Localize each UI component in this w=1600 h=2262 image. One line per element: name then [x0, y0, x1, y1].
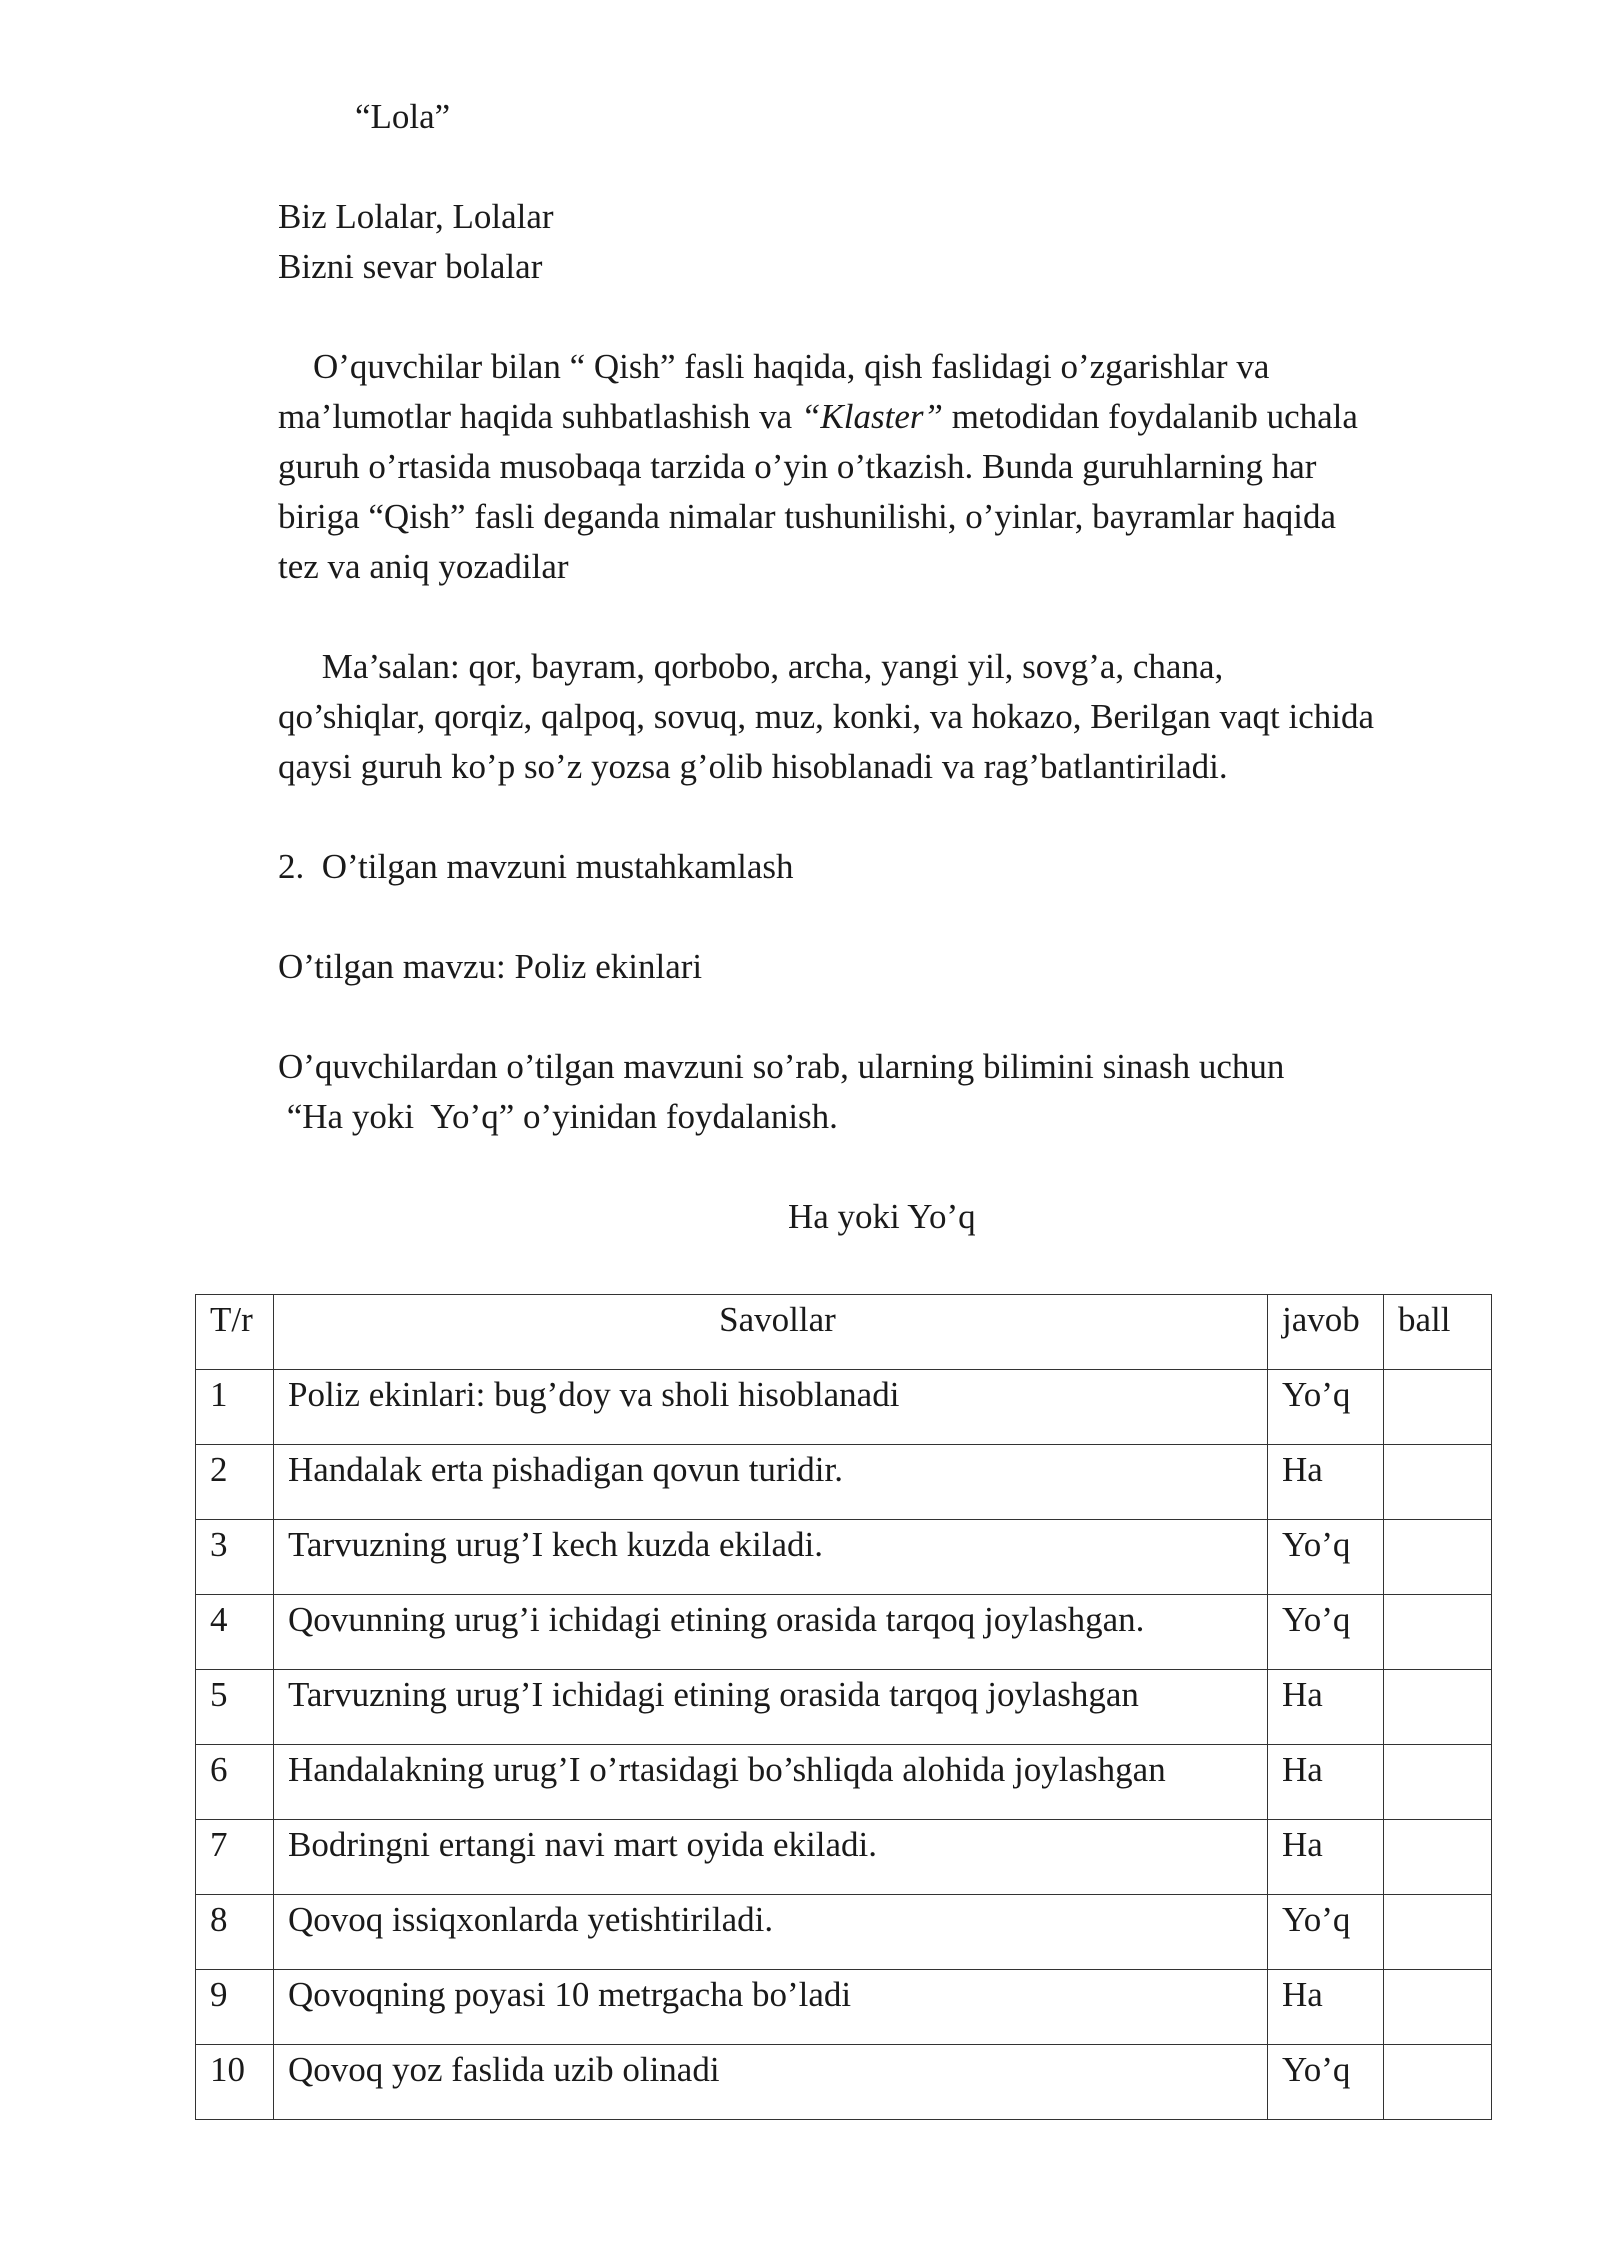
section-heading: 2. O’tilgan mavzuni mustahkamlash [278, 847, 794, 886]
row-question: Qovoq yoz faslida uzib olinadi [274, 2045, 1268, 2120]
paragraph-activity [278, 342, 1478, 592]
table-row [196, 1595, 1492, 1670]
row-number: 8 [196, 1895, 274, 1970]
table-row [196, 1895, 1492, 1970]
table-row [196, 1820, 1492, 1895]
poem-title: “Lola” [355, 97, 451, 136]
row-ball [1384, 1745, 1492, 1820]
table-row [196, 1745, 1492, 1820]
row-number: 10 [196, 2045, 274, 2120]
paragraph-line: Ma’salan: qor, bayram, qorbobo, archa, yangi yil, sovg’a, chana, [278, 647, 1224, 686]
table-row [196, 1970, 1492, 2045]
poem-line: Bizni sevar bolalar [278, 247, 543, 286]
paragraph-line: O’quvchilar bilan “ Qish” fasli haqida, qish faslidagi o’zgarishlar va [278, 347, 1270, 386]
table-title: Ha yoki Yo’q [788, 1197, 976, 1236]
row-ball [1384, 1370, 1492, 1445]
row-answer: Ha [1268, 1970, 1384, 2045]
row-number: 9 [196, 1970, 274, 2045]
table-row [196, 1445, 1492, 1520]
paragraph-line: biriga “Qish” fasli deganda nimalar tushunilishi, o’yinlar, bayramlar haqida [278, 497, 1336, 536]
row-answer: Yo’q [1268, 1520, 1384, 1595]
quiz-table [195, 1294, 1492, 2120]
paragraph-line: guruh o’rtasida musobaqa tarzida o’yin o’tkazish. Bunda guruhlarning har [278, 447, 1317, 486]
paragraph-line: qaysi guruh ko’p so’z yozsa g’olib hisoblanadi va rag’batlantiriladi. [278, 747, 1228, 786]
table-row [196, 2045, 1492, 2120]
row-question: Poliz ekinlari: bug’doy va sholi hisoblanadi [274, 1370, 1268, 1445]
row-question: Qovoq issiqxonlarda yetishtiriladi. [274, 1895, 1268, 1970]
row-number: 6 [196, 1745, 274, 1820]
paragraph-line: “Ha yoki Yo’q” o’yinidan foydalanish. [278, 1097, 838, 1136]
paragraph-line: O’quvchilardan o’tilgan mavzuni so’rab, ularning bilimini sinash uchun [278, 1047, 1285, 1086]
header-tr: T/r [196, 1295, 274, 1370]
table-row [196, 1670, 1492, 1745]
row-number: 2 [196, 1445, 274, 1520]
klaster-term: “Klaster” [800, 397, 943, 436]
row-ball [1384, 1970, 1492, 2045]
paragraph-example [278, 642, 1478, 792]
header-answer: javob [1268, 1295, 1384, 1370]
table-row [196, 1520, 1492, 1595]
row-ball [1384, 2045, 1492, 2120]
row-question: Handalakning urug’I o’rtasidagi bo’shliqda alohida joylashgan [274, 1745, 1268, 1820]
row-ball [1384, 1895, 1492, 1970]
poem-line: Biz Lolalar, Lolalar [278, 197, 554, 236]
row-answer: Yo’q [1268, 2045, 1384, 2120]
row-answer: Yo’q [1268, 1595, 1384, 1670]
row-question: Qovunning urug’i ichidagi etining orasida tarqoq joylashgan. [274, 1595, 1268, 1670]
row-answer: Yo’q [1268, 1370, 1384, 1445]
topic-line: O’tilgan mavzu: Poliz ekinlari [278, 947, 703, 986]
paragraph-line [278, 392, 1478, 442]
header-ball: ball [1384, 1295, 1492, 1370]
line-text: metodidan foydalanib uchala [942, 397, 1358, 436]
quiz-table-body [196, 1295, 1492, 2120]
table-header-row [196, 1295, 1492, 1370]
row-number: 3 [196, 1520, 274, 1595]
row-answer: Ha [1268, 1820, 1384, 1895]
row-answer: Ha [1268, 1445, 1384, 1520]
row-question: Qovoqning poyasi 10 metrgacha bo’ladi [274, 1970, 1268, 2045]
row-ball [1384, 1445, 1492, 1520]
row-number: 5 [196, 1670, 274, 1745]
row-number: 1 [196, 1370, 274, 1445]
row-ball [1384, 1820, 1492, 1895]
row-ball [1384, 1595, 1492, 1670]
line-text: ma’lumotlar haqida suhbatlashish va [278, 397, 801, 436]
row-question: Handalak erta pishadigan qovun turidir. [274, 1445, 1268, 1520]
row-ball [1384, 1520, 1492, 1595]
paragraph-line: qo’shiqlar, qorqiz, qalpoq, sovuq, muz, konki, va hokazo, Berilgan vaqt ichida [278, 697, 1375, 736]
row-number: 4 [196, 1595, 274, 1670]
row-question: Tarvuzning urug’I ichidagi etining orasida tarqoq joylashgan [274, 1670, 1268, 1745]
paragraph-line: tez va aniq yozadilar [278, 547, 569, 586]
row-answer: Ha [1268, 1745, 1384, 1820]
paragraph-instruction [278, 1042, 1478, 1142]
row-question: Bodringni ertangi navi mart oyida ekiladi. [274, 1820, 1268, 1895]
row-answer: Ha [1268, 1670, 1384, 1745]
header-questions: Savollar [274, 1295, 1268, 1370]
row-answer: Yo’q [1268, 1895, 1384, 1970]
row-ball [1384, 1670, 1492, 1745]
table-row [196, 1370, 1492, 1445]
row-question: Tarvuzning urug’I kech kuzda ekiladi. [274, 1520, 1268, 1595]
row-number: 7 [196, 1820, 274, 1895]
poem [278, 192, 1478, 292]
